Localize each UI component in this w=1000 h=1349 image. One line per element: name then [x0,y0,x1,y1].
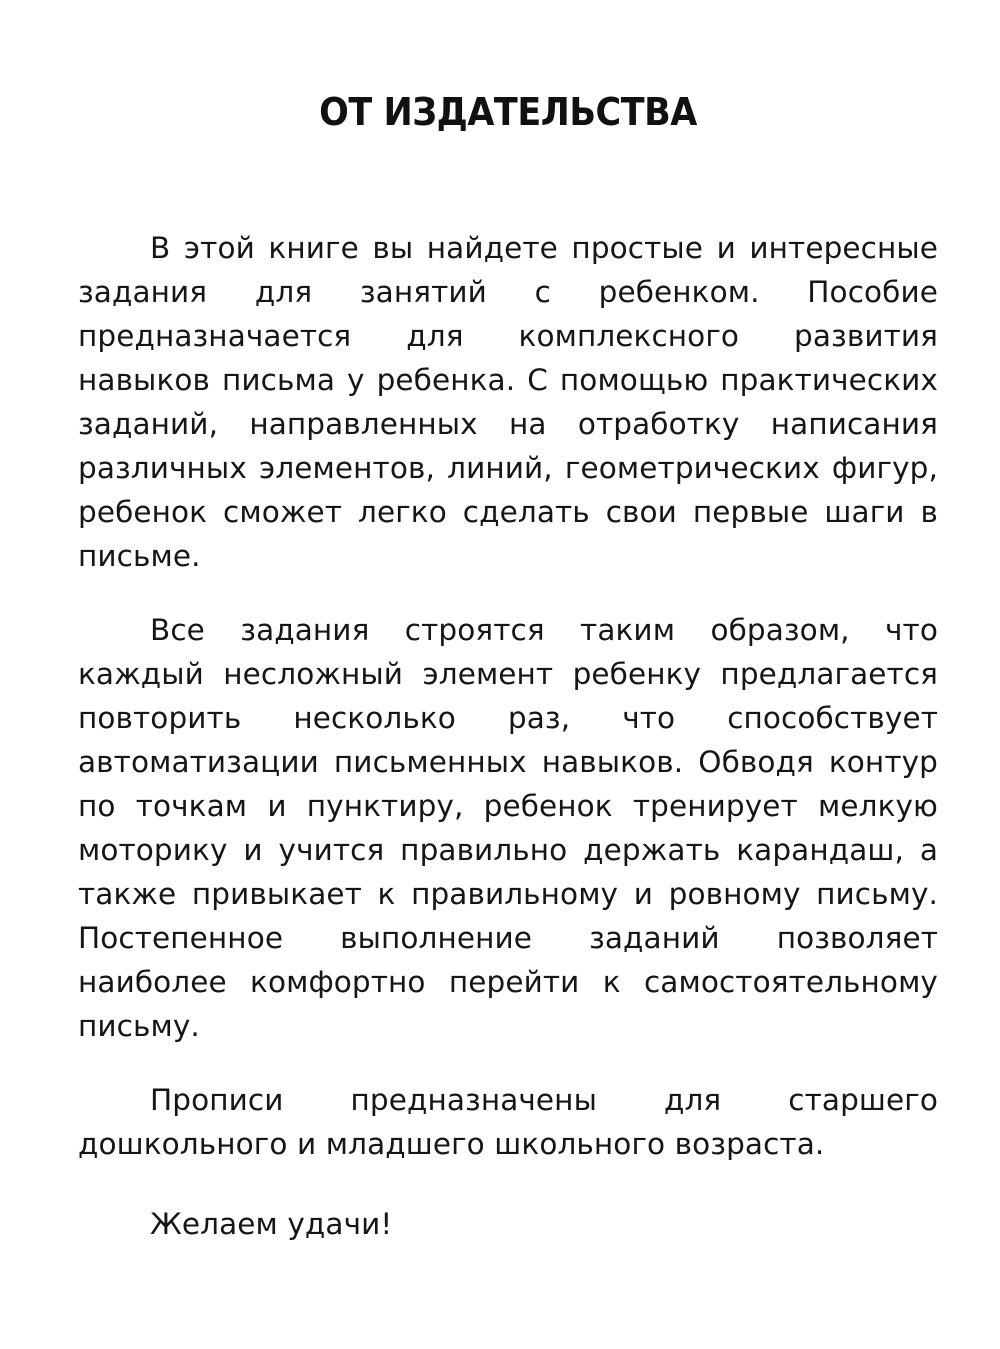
paragraph-1: В этой книге вы найдете простые и интересные задания для занятий с ребенком. Пособие предназначается для комплексного развития навыков письма у ребенка. С помощью практических заданий, направленных на отработку написания различных элементов, линий, геометрических фигур, ребенок сможет легко сделать свои первые шаги в письме. [78,231,938,573]
page-title: ОТ ИЗДАТЕЛЬСТВА [319,90,697,134]
document-body [78,226,938,1246]
paragraph-4: Желаем удачи! [150,1207,393,1241]
paragraph-3: Прописи предназначены для старшего дошкольного и младшего школьного возраста. [78,1083,938,1161]
paragraph-2: Все задания строятся таким образом, что каждый несложный элемент ребенку предлагается повторить несколько раз, что способствует автоматизации письменных навыков. Обводя контур по точкам и пунктиру, ребенок тренирует мелкую моторику и учится правильно держать карандаш, а также привыкает к правильному и ровному письму. Постепенное выполнение заданий позволяет наиболее комфортно перейти к самостоятельному письму. [78,613,938,1043]
